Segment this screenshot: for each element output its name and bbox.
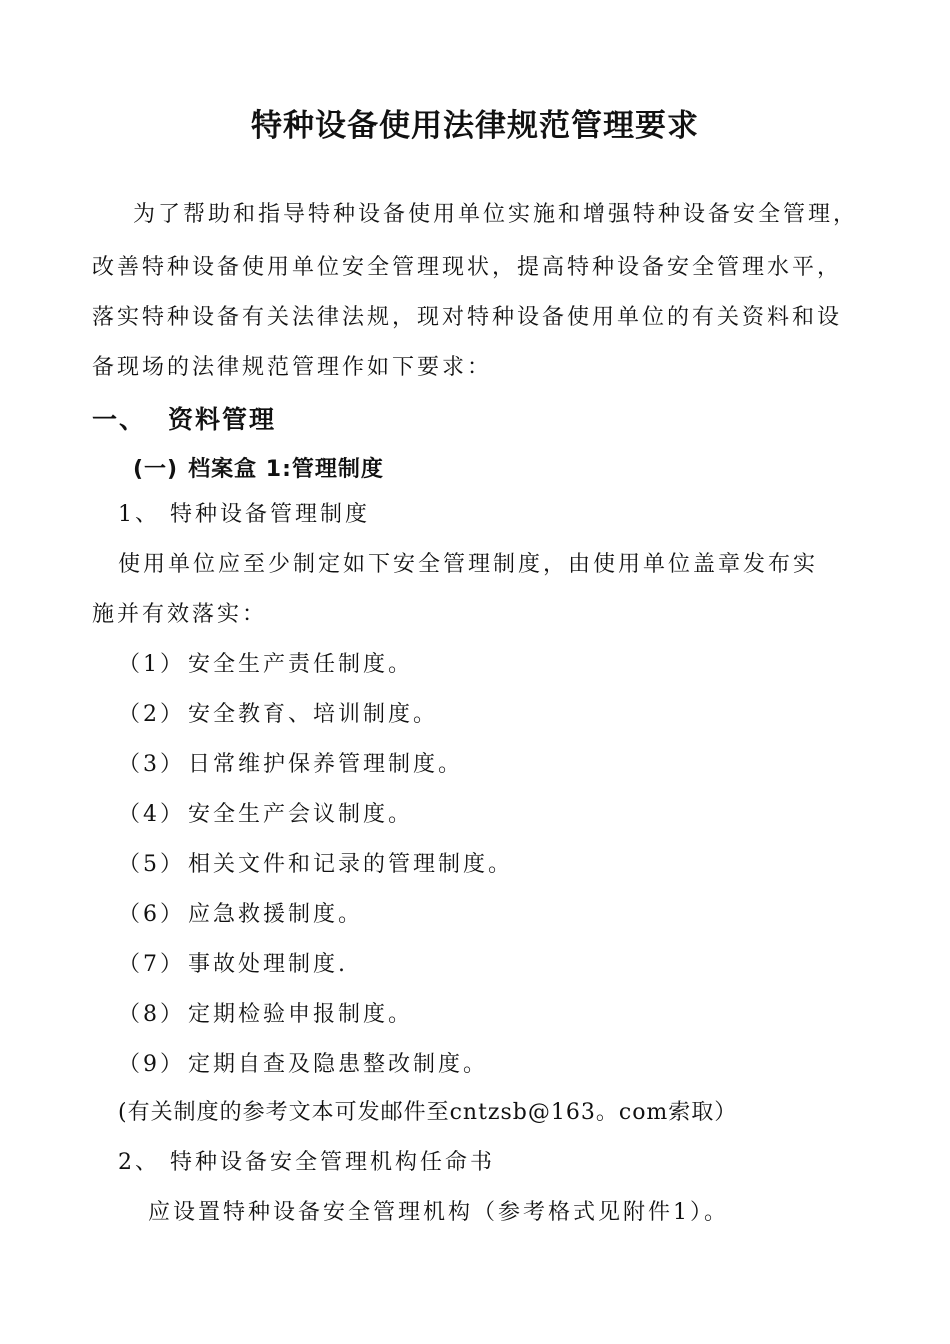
rule-text: 应急救援制度。 (188, 902, 364, 927)
rule-item (118, 850, 513, 880)
document-title: 特种设备使用法律规范管理要求 (251, 108, 699, 144)
item-title: 特种设备管理制度 (170, 502, 371, 527)
item-heading (118, 500, 370, 530)
rule-text: 安全生产会议制度。 (188, 802, 414, 827)
rule-text: 安全教育、培训制度。 (188, 702, 439, 727)
subsection-title: 档案盒 1:管理制度 (188, 457, 384, 482)
subsection-heading (133, 452, 384, 483)
rule-item (118, 700, 438, 730)
rule-text: 事故处理制度. (188, 952, 348, 977)
rule-number: （6） (118, 902, 185, 927)
rule-item (118, 950, 348, 980)
rule-number: （9） (118, 1052, 185, 1077)
item-heading (118, 1148, 495, 1178)
rule-item (118, 750, 463, 780)
section-title: 资料管理 (168, 405, 277, 434)
rule-item (118, 1000, 413, 1030)
intro-line: 改善特种设备使用单位安全管理现状，提高特种设备安全管理水平， (92, 255, 843, 280)
rule-item (118, 1050, 488, 1080)
rule-number: （1） (118, 652, 185, 677)
rule-text: 定期检验申报制度。 (188, 1002, 414, 1027)
paragraph-line: 使用单位应至少制定如下安全管理制度，由使用单位盖章发布实 (118, 552, 819, 577)
rule-number: （4） (118, 802, 185, 827)
intro-line: 落实特种设备有关法律法规，现对特种设备使用单位的有关资料和设 (92, 305, 843, 330)
rule-text: 安全生产责任制度。 (188, 652, 414, 677)
rule-text: 日常维护保养管理制度。 (188, 752, 464, 777)
item-number: 1、 (118, 502, 160, 527)
rule-item (118, 800, 413, 830)
subsection-mark: (一) (133, 457, 179, 482)
section-heading (92, 400, 276, 436)
item-number: 2、 (118, 1150, 160, 1175)
rule-number: （8） (118, 1002, 185, 1027)
paragraph-line: 施并有效落实： (92, 602, 268, 627)
paragraph-line: 应设置特种设备安全管理机构（参考格式见附件1）。 (148, 1200, 729, 1225)
rule-number: （2） (118, 702, 185, 727)
intro-line: 为了帮助和指导特种设备使用单位实施和增强特种设备安全管理， (133, 202, 859, 227)
item-title: 特种设备安全管理机构任命书 (170, 1150, 496, 1175)
rule-item (118, 900, 363, 930)
rule-item (118, 650, 413, 680)
intro-line: 备现场的法律规范管理作如下要求： (92, 355, 493, 380)
rule-number: （7） (118, 952, 185, 977)
rule-number: （3） (118, 752, 185, 777)
rule-text: 相关文件和记录的管理制度。 (188, 852, 514, 877)
rule-text: 定期自查及隐患整改制度。 (188, 1052, 489, 1077)
section-number: 一、 (92, 405, 147, 434)
reference-note: (有关制度的参考文本可发邮件至cntzsb@163。com索取） (118, 1100, 738, 1125)
rule-number: （5） (118, 852, 185, 877)
